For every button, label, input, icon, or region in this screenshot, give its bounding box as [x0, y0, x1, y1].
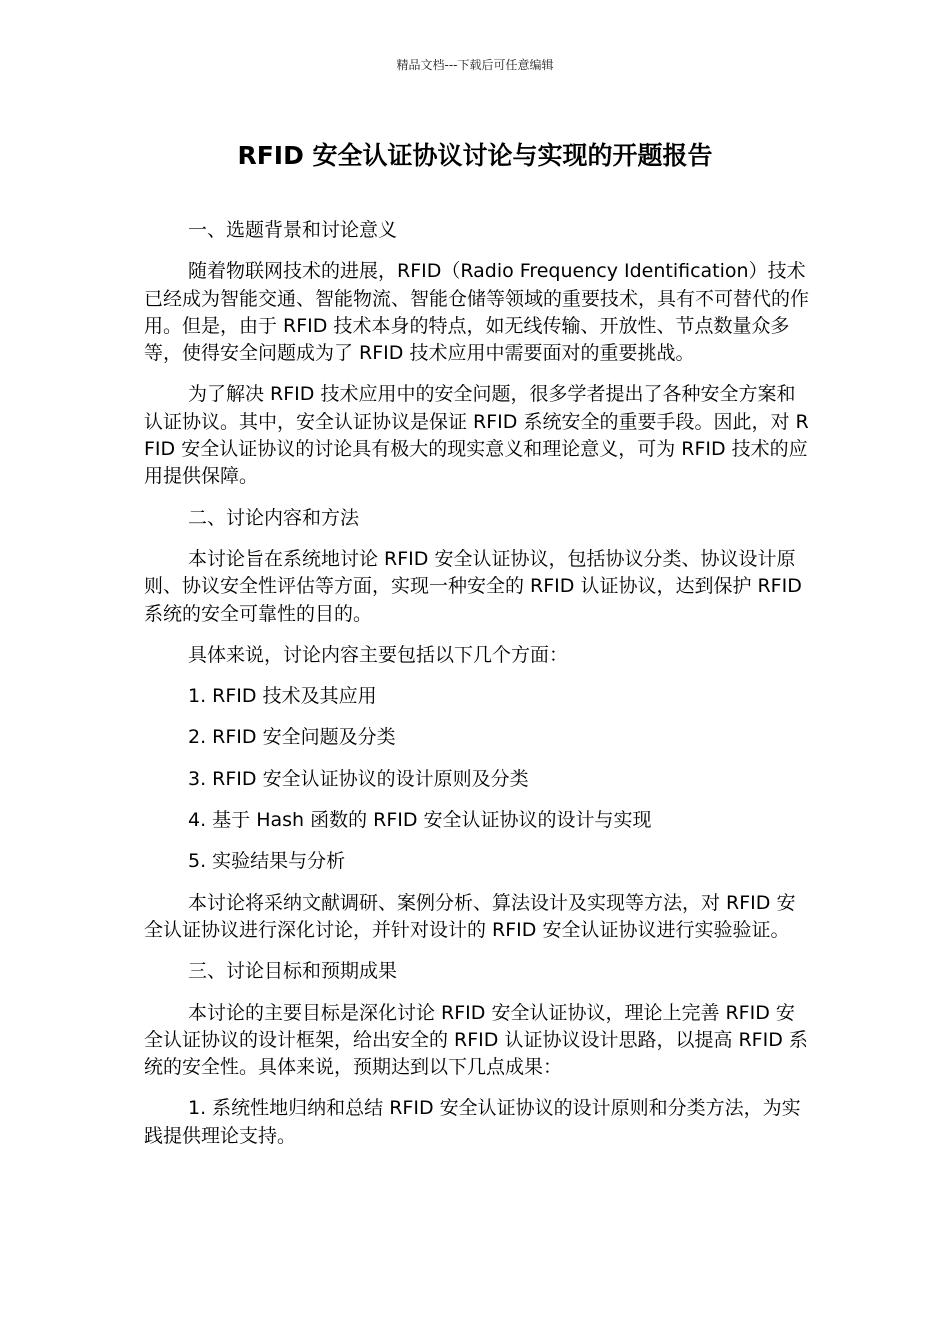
- section-heading-goals: 三、讨论目标和预期成果: [188, 960, 398, 983]
- paragraph-goals: 本讨论的主要目标是深化讨论 RFID 安全认证协议，理论上完善 RFID 安全认证协议的设计框架，给出安全的 RFID 认证协议设计思路，以提高 RFID 系统的安全性。具体来说，预期达到以下几点成果：: [144, 1001, 808, 1079]
- paragraph-background-1: 随着物联网技术的进展，RFID（Radio Frequency Identification）技术已经成为智能交通、智能物流、智能仓储等领域的重要技术，具有不可替代的作用。但是，由于 RFID 技术本身的特点，如无线传输、开放性、节点数量众多等，使得安全问题成为了 RFID 技术应用中需要面对的重要挑战。: [144, 260, 810, 365]
- paragraph-content-2: 具体来说，讨论内容主要包括以下几个方面：: [188, 643, 569, 666]
- list-item-3: 3. RFID 安全认证协议的设计原则及分类: [188, 767, 529, 790]
- paragraph-background-2: 为了解决 RFID 技术应用中的安全问题，很多学者提出了各种安全方案和认证协议。其中，安全认证协议是保证 RFID 系统安全的重要手段。因此，对 RFID 安全认证协议的讨论具有极大的现实意义和理论意义，可为 RFID 技术的应用提供保障。: [144, 383, 809, 488]
- paragraph-methods: 本讨论将采纳文献调研、案例分析、算法设计及实现等方法，对 RFID 安全认证协议进行深化讨论，并针对设计的 RFID 安全认证协议进行实验验证。: [144, 891, 796, 941]
- list-item-4: 4. 基于 Hash 函数的 RFID 安全认证协议的设计与实现: [188, 809, 652, 832]
- expected-outcome-1: 1. 系统性地归纳和总结 RFID 安全认证协议的设计原则和分类方法，为实践提供理论支持。: [144, 1097, 801, 1147]
- document-title: RFID 安全认证协议讨论与实现的开题报告: [237, 141, 713, 170]
- document-body: [144, 217, 809, 1164]
- paragraph-content-1: 本讨论旨在系统地讨论 RFID 安全认证协议，包括协议分类、协议设计原则、协议安全性评估等方面，实现一种安全的 RFID 认证协议，达到保护 RFID 系统的安全可靠性的目的。: [144, 547, 802, 625]
- list-item-1: 1. RFID 技术及其应用: [188, 685, 377, 708]
- list-item-2: 2. RFID 安全问题及分类: [188, 726, 396, 749]
- header-note: 精品文档---下载后可任意编辑: [396, 58, 554, 72]
- section-heading-background: 一、选题背景和讨论意义: [188, 219, 398, 241]
- section-heading-content-methods: 二、讨论内容和方法: [188, 506, 360, 529]
- list-item-5: 5. 实验结果与分析: [188, 850, 346, 873]
